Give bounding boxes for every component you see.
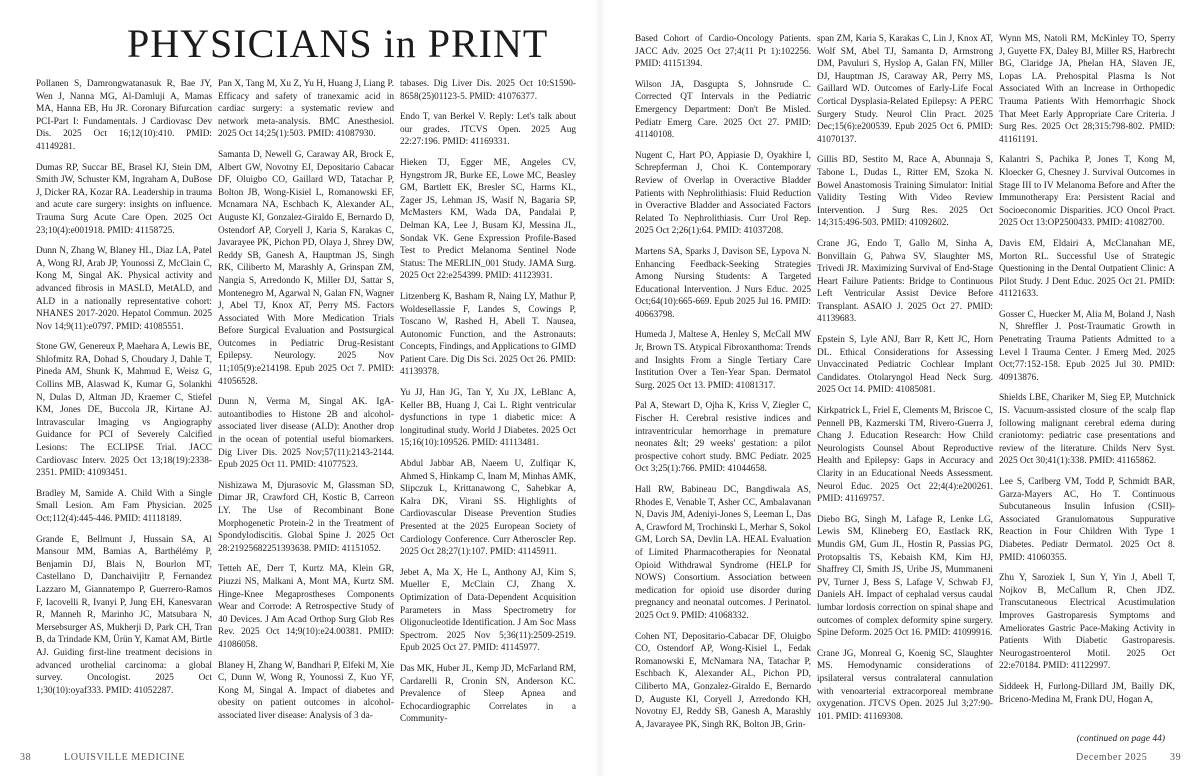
citation-entry: span ZM, Karia S, Karakas C, Lin J, Knox AT, Wolf SM, Abel TJ, Samanta D, Armstrong DM, Pavuluri S, Hyslop A, Galan FN, Miller DJ, Hauptman JS, Caraway AR, Perry MS, Gaillard WD. Outcomes of Early-Life Focal Cortical Dysplasia-Related Epilepsy: A PERC Surgery Study. Neurol Clin Pract. 2025 Dec;15(6):e200539. Epub 2025 Oct 6. PMID: 41070137.: [817, 34, 993, 145]
citation-entry: Gillis BD, Sestito M, Race A, Abunnaja S, Tabone L, Dudas L, Ritter EM, Szoka N. Bowel Anastomosis Training Simulator: Initial Validity Testing With Video Review Intervention. J Surg Res. 2025 Oct 14;315:496-503. PMID: 41092602.: [817, 155, 993, 229]
citation-entry: Dunn N, Verma M, Singal AK. IgA-autoantibodies to Histone 2B and alcohol-associated liver disease (ALD): Another drop in the ocean of potential useful biomarkers. Dig Liver Dis. 2025 Nov;57(11):2143-2144. Epub 2025 Oct 11. PMID: 41077523.: [218, 397, 394, 471]
page-gutter: [594, 0, 606, 776]
citation-entry: Litzenberg K, Basham R, Naing LY, Mathur P, Woldesellassie F, Landes S, Cowings P, Toscano W, Rashed H, Abell T. Nausea, Autonomic Function, and the Astronauts: Concepts, Findings, and Applications to GIMD Patient Care. Dig Dis Sci. 2025 Oct 26. PMID: 41139378.: [400, 291, 576, 378]
citation-entry: Samanta D, Newell G, Caraway AR, Brock E, Albert GW, Novotny EJ, Depositario Cabacar DF, Oluigbo CO, Gaillard WD, Tatachar P, Bolton JB, Wong-Kisiel L, Romanowski EF, Mcnamara NA, Eschbach K, Alexander AL, Auguste KI, Gonzalez-Giraldo E, Bernardo D, Ostendorf AP, Coryell J, Karia S, Karakas C, Javarayee PK, Pichon PD, Olaya J, Shrey DW, Reddy SB, Ganesh A, Hauptman JS, Singh RK, Ciliberto M, Marashly A, Grinspan ZM, Nangia S, Arredondo K, Miller DJ, Sattar S, Montenegro M, Agarwal N, Galan FN, Wagner J, Abel TJ, Knox AT, Perry MS. Factors Associated With More Medication Trials Before Surgical Evaluation and Postsurgical Outcomes in Pediatric Drug-Resistant Epilepsy. Neurology. 2025 Nov 11;105(9):e214198. Epub 2025 Oct 7. PMID: 41056528.: [218, 149, 394, 387]
citation-entry: Nishizawa M, Djurasovic M, Glassman SD, Dimar JR, Crawford CH, Kostic B, Carreon LY. The Use of Recombinant Bone Morphogenetic Protein-2 in the Treatment of Spondylodiscitis. Global Spine J. 2025 Oct 28:21925682251393638. PMID: 41151052.: [218, 480, 394, 554]
citation-entry: Epstein S, Lyle ANJ, Barr R, Kett JC, Horn DL. Ethical Considerations for Assessing Unvaccinated Pediatric Cochlear Implant Candidates. Otolaryngol Head Neck Surg. 2025 Oct 14. PMID: 41085081.: [817, 335, 993, 396]
citation-entry: Yu JJ, Han JG, Tan Y, Xu JX, LeBlanc A, Keller BB, Huang J, Cai L. Right ventricular dysfunctions in type 1 diabetic mice: A longitudinal study. World J Diabetes. 2025 Oct 15;16(10):109526. PMID: 41113481.: [400, 388, 576, 449]
citation-column-6: [999, 33, 1175, 714]
citation-entry: Crane JG, Monreal G, Koenig SC, Slaughter MS. Hemodynamic considerations of ipsilateral versus contralateral cannulation with venoarterial extracorporeal membrane oxygenation. JTCVS Open. 2025 Jul 3;27:90-101. PMID: 41169308.: [817, 648, 993, 722]
citation-entry: Shields LBE, Chariker M, Sieg EP, Mutchnick IS. Vacuum-assisted closure of the scalp flap following malignant cerebral edema during craniotomy: pediatric case presentations and review of the literature. Childs Nerv Syst. 2025 Oct 30;41(1):338. PMID: 41165862.: [999, 393, 1175, 467]
citation-entry: Dumas RP, Succar BE, Brasel KJ, Stein DM, Smith JW, Schuster KM, Ingraham A, DuBose J, Dicker RA, Kozar RA. Leadership in trauma and acute care surgery: insights on influence. Trauma Surg Acute Care Open. 2025 Oct 23;10(4):e001918. PMID: 41158725.: [36, 162, 212, 236]
citation-entry: Davis EM, Eldairi A, McClanahan ME, Morton RL. Successful Use of Strategic Questioning in the Dental Outpatient Clinic: A Pilot Study. J Dent Educ. 2025 Oct 21. PMID: 41121633.: [999, 238, 1175, 300]
citation-entry: Abdul Jabbar AB, Naeem U, Zulfiqar K, Ahmed S, Hinkamp C, Inam M, Minhas AMK, Slipczuk L, Krittanawong C, Sahebkar A, Kalra DK, Virani SS. Highlights of Cardiovascular Disease Prevention Studies Presented at the 2025 European Society of Cardiology Conference. Curr Atheroscler Rep. 2025 Oct 28;27(1):107. PMID: 41145911.: [400, 459, 576, 558]
citation-column-4: [635, 33, 811, 739]
citation-entry: Kirkpatrick L, Friel E, Clements M, Briscoe C, Pennell PB, Kazmerski TM, Rivero-Guerra J, Chang J. Education Research: How Child Neurologists Counsel About Reproductive Health and Epilepsy: Gaps in Accuracy and Clarity in an Educational Needs Assessment. Neurol Educ. 2025 Oct 22;4(4):e200261. PMID: 41169757.: [817, 406, 993, 505]
citation-entry: Wilson JA, Dasgupta S, Johnsrude C. Corrected QT Intervals in the Pediatric Emergency Department: Don't Be Misled. Pediatr Emerg Care. 2025 Oct 27. PMID: 41140108.: [635, 79, 811, 141]
citation-entry: Pollanen S, Damrongwatanasuk R, Bae JY, Wen J, Nanna MG, Al-Damluji A, Mamas MA, Hanna EB, Hu JR. Coronary Bifurcation PCI-Part I: Fundamentals. J Cardiovasc Dev Dis. 2025 Oct 16;12(10):410. PMID: 41149281.: [36, 79, 212, 152]
citation-entry: Tetteh AE, Derr T, Kurtz MA, Klein GR, Piuzzi NS, Malkani A, Mont MA, Kurtz SM. Hinge-Knee Megaprostheses Components Wear and Corrode: A Retrospective Study of 40 Devices. J Am Acad Orthop Surg Glob Res Rev. 2025 Oct 14;9(10):e24.00381. PMID: 41086058.: [218, 564, 394, 650]
citation-entry: Cohen NT, Depositario-Cabacar DF, Oluigbo CO, Ostendorf AP, Wong-Kisiel L, Fedak Romanowski E, McNamara NA, Tatachar P, Eschbach K, Alexander AL, Pichon PD, Ciliberto MA, Gonzalez-Giraldo E, Bernardo D, Auguste KI, Coryell J, Arredondo KH, Novotny EJ, Reddy SB, Ganesh A, Marashly A, Javarayee PK, Singh RK, Bolton JB, Grin-: [635, 631, 811, 730]
citation-entry: Jebet A, Ma X, He L, Anthony AJ, Kim S, Mueller E, McClain CJ, Zhang X. Optimization of Data-Dependent Acquisition Parameters in Mass Spectrometry for Oligonucleotide Identification. J Am Soc Mass Spectrom. 2025 Nov 5;36(11):2509-2519. Epub 2025 Oct 27. PMID: 41145977.: [400, 567, 576, 654]
citation-entry: Crane JG, Endo T, Gallo M, Sinha A, Bonvillain G, Pahwa SV, Slaughter MS, Trivedi JR. Maximizing Survival of End-Stage Heart Failure Patients: Bridge to Continuous Left Ventricular Assist Device Before Transplant. ASAIO J. 2025 Oct 27. PMID: 41139683.: [817, 238, 993, 325]
continued-note: (continued on page 44): [1076, 734, 1165, 744]
citation-entry: Dunn N, Zhang W, Blaney HL, Diaz LA, Patel A, Wong RJ, Arab JP, Younossi Z, McClain C, Kong M, Singal AK. Physical activity and advanced fibrosis in MASLD, MetALD, and ALD in a nationally representative cohort: NHANES 2017-2020. Hepatol Commun. 2025 Nov 14;9(11):e0797. PMID: 41085551.: [36, 246, 212, 332]
citation-entry: Diebo BG, Singh M, Lafage R, Lenke LG, Lewis SM, Klineberg EO, Eastlack RK, Mundis GM, Gum JL, Hostin R, Passias PG, Protopsaltis TS, Kebaish KM, Kim HJ, Shaffrey CI, Smith JS, Uribe JS, Mummaneni PV, Turner J, Bess S, Lafage V, Schwab FJ, Daniels AH. Impact of cephalad versus caudal lumbar lordosis correction on spinal shape and outcomes of complex deformity spine surgery. Spine Deform. 2025 Oct 16. PMID: 41099916.: [817, 514, 993, 639]
citation-entry: Based Cohort of Cardio-Oncology Patients. JACC Adv. 2025 Oct 27;4(11 Pt 1):102256. PMID: 41151394.: [635, 34, 811, 70]
citation-entry: tabases. Dig Liver Dis. 2025 Oct 10:S1590-8658(25)01123-5. PMID: 41076377.: [400, 79, 576, 102]
citation-entry: Stone GW, Genereux P, Maehara A, Lewis BE, Shlofmitz RA, Dohad S, Choudary J, Dahle T, Pineda AM, Shunk K, Mahmud E, Weisz G, Collins MB, Alaswad K, Kumar G, Solankhi N, Dulas D, Altman JD, Kraemer C, Stiefel KM, Jones DE, Buccola JR, Kirtane AJ. Intravascular Imaging vs Angiography Guidance for PCI of Severely Calcified Lesions: The ECLIPSE Trial. JACC Cardiovasc Interv. 2025 Oct 13;18(19):2338-2351. PMID: 41093451.: [36, 342, 212, 479]
citation-entry: Blaney H, Zhang W, Bandhari P, Elfeki M, Xie C, Dunn W, Wong R, Younossi Z, Kuo YF, Kong M, Singal A. Impact of diabetes and obesity on patient outcomes in alcohol-associated liver disease: Analysis of 3 da-: [218, 660, 394, 721]
page-number-right: 39: [1170, 752, 1182, 763]
page-number-left: 38: [20, 752, 32, 763]
citation-entry: Hall RW, Babineau DC, Bangdiwala AS, Rhodes E, Venable T, Asher CC, Ambalavanan N, Davis JM, Adeniyi-Jones S, Leeman L, Das A, Crawford M, Trochinski L, Merhar S, Sokol GM, Lorch SA, Devlin LA. HEAL Evaluation of Limited Pharmacotherapies for Neonatal Opioid Withdrawal Syndrome (HELP for NOWS) Consortium. Association between medication for opioid use disorder during pregnancy and neonatal outcomes. J Perinatol. 2025 Oct 9. PMID: 41068332.: [635, 485, 811, 621]
issue-date: December 2025: [1076, 752, 1148, 763]
citation-column-1: [36, 78, 212, 705]
citation-entry: Wynn MS, Natoli RM, McKinley TO, Sperry J, Guyette FX, Daley BJ, Miller RS, Harbrecht BG, Claridge JA, Phelan HA, Slaven JE, Lopas LA. Prehospital Plasma Is Not Associated With an Increase in Orthopedic Trauma Patients With Hemorrhagic Shock That Meet Early Appropriate Care Criteria. J Surg Res. 2025 Oct 28;315:798-802. PMID: 41161191.: [999, 34, 1175, 145]
citation-entry: Kalantri S, Pachika P, Jones T, Kong M, Kloecker G, Chesney J. Survival Outcomes in Stage III to IV Melanoma Before and After the Immunotherapy Era: Persistent Racial and Socioeconomic Disparities. JCO Oncol Pract. 2025 Oct 13:OP2500433. PMID: 41082700.: [999, 155, 1175, 229]
citation-entry: Grande E, Bellmunt J, Hussain SA, Al Mansour MM, Bamias A, Barthélémy P, Benjamin DJ, Blais N, Bourlon MT, Castellano D, Danchaivijitr P, Fernandez Lazzaro M, Giannatempo P, Guerrero-Ramos F, Iacovelli R, Ivanyi P, Jung EH, Kanesvaran R, Manneh R, Marinho JC, Matsubara N, Mersebsurger AS, Mukherji D, Park CH, Tran B, da Trindade KM, Ürün Y, Kamat AM, Birtle AJ. Guiding first-line treatment decisions in advanced urothelial carcinoma: a global survey. Oncologist. 2025 Oct 1;30(10):oyaf333. PMID: 41052287.: [36, 534, 212, 696]
publication-name: LOUISVILLE MEDICINE: [64, 752, 186, 763]
citation-column-2: [218, 78, 394, 731]
citation-entry: Nugent C, Hart PO, Appiasie D, Oyakhire I, Schrepferman J, Choi K. Contemporary Review of Overlap in Overactive Bladder Patients with Nephrolithiasis: Fluid Reduction in Overactive Bladder and Associated Factors Related To Nephrolithiasis. Curr Urol Rep. 2025 Oct 2;26(1):64. PMID: 41037208.: [635, 150, 811, 237]
citation-entry: Das MK, Huber JL, Kemp JD, McFarland RM, Cardarelli R, Cronin SN, Anderson KC. Prevalence of Sleep Apnea and Echocardiographic Correlates in a Community-: [400, 663, 576, 725]
citation-entry: Lee S, Carlberg VM, Todd P, Schmidt BAR, Garza-Mayers AC, Ho T. Continuous Subcutaneous Insulin Infusion (CSII)-Associated Granulomatous Suppurative Reaction in Four Children With Type 1 Diabetes. Pediatr Dermatol. 2025 Oct 8. PMID: 41060355.: [999, 477, 1175, 563]
citation-entry: Endo T, van Berkel V. Reply: Let's talk about our grades. JTCVS Open. 2025 Aug 22:27:196. PMID: 41169331.: [400, 112, 576, 148]
citation-entry: Pan X, Tang M, Xu Z, Yu H, Huang J, Liang P. Efficacy and safety of tranexamic acid in cardiac surgery: a systematic review and network meta-analysis. BMC Anesthesiol. 2025 Oct 14;25(1):503. PMID: 41087930.: [218, 79, 394, 140]
citation-column-5: [817, 33, 993, 731]
citation-entry: Gosser C, Huecker M, Alia M, Boland J, Nash N, Shreffler J. Post-Traumatic Growth in Penetrating Trauma Patients Admitted to a Level I Trauma Center. J Emerg Med. 2025 Oct;77:152-158. Epub 2025 Jul 30. PMID: 40913876.: [999, 309, 1175, 383]
citation-entry: Pal A, Stewart D, Ojha K, Kriss V, Ziegler C, Fischer H. Cerebral resistive indices and intraventricular hemorrhage in premature neonates &lt; 29 weeks' gestation: a pilot prospective cohort study. BMC Pediatr. 2025 Oct 3;25(1):766. PMID: 41044658.: [635, 401, 811, 475]
citation-entry: Hieken TJ, Egger ME, Angeles CV, Hyngstrom JR, Burke EE, Lowe MC, Beasley GM, Bartlett EK, Bresler SC, Harms KL, Zager JS, Lehman JS, Wasif N, Bagaria SP, McMasters KM, Wada DA, Pandalai P, Delman KA, Lee J, Busam KJ, Messina JL, Sondak VK. Gene Expression Profile-Based Test to Predict Melanoma Sentinel Node Status: The MERLIN_001 Study. JAMA Surg. 2025 Oct 22:e254399. PMID: 41123931.: [400, 157, 576, 282]
citation-entry: Humeda J, Maltese A, Henley S, McCall MW Jr, Brown TS. Atypical Fibroxanthoma: Trends and Insights From a Single Tertiary Care Institution Over a Ten-Year Span. Dermatol Surg. 2025 Oct 13. PMID: 41081317.: [635, 330, 811, 391]
citation-entry: Bradley M, Samide A. Child With a Single Small Lesion. Am Fam Physician. 2025 Oct;112(4):445-446. PMID: 41118189.: [36, 488, 212, 524]
page-title: PHYSICIANS in PRINT: [127, 21, 549, 66]
citation-entry: Siddeek H, Furlong-Dillard JM, Bailly DK, Briceno-Medina M, Frank DU, Hogan A,: [999, 681, 1175, 705]
citation-entry: Martens SA, Sparks J, Davison SE, Lypova N. Enhancing Feedback-Seeking Strategies Among Nursing Students: A Targeted Educational Intervention. J Nurs Educ. 2025 Oct;64(10):665-669. Epub 2025 Jul 16. PMID: 40663798.: [635, 246, 811, 320]
citation-entry: Zhu Y, Saroziek I, Sun Y, Yin J, Abell T, Nojkov B, McCallum R, Chen JDZ. Transcutaneous Electrical Acustimulation Improves Gastroparesis Symptoms and Ameliorates Gastric Pace-Making Activity in Patients With Diabetic Gastroparesis. Neurogastroenterol Motil. 2025 Oct 22:e70184. PMID: 41122997.: [999, 573, 1175, 672]
citation-column-3: [400, 78, 576, 734]
